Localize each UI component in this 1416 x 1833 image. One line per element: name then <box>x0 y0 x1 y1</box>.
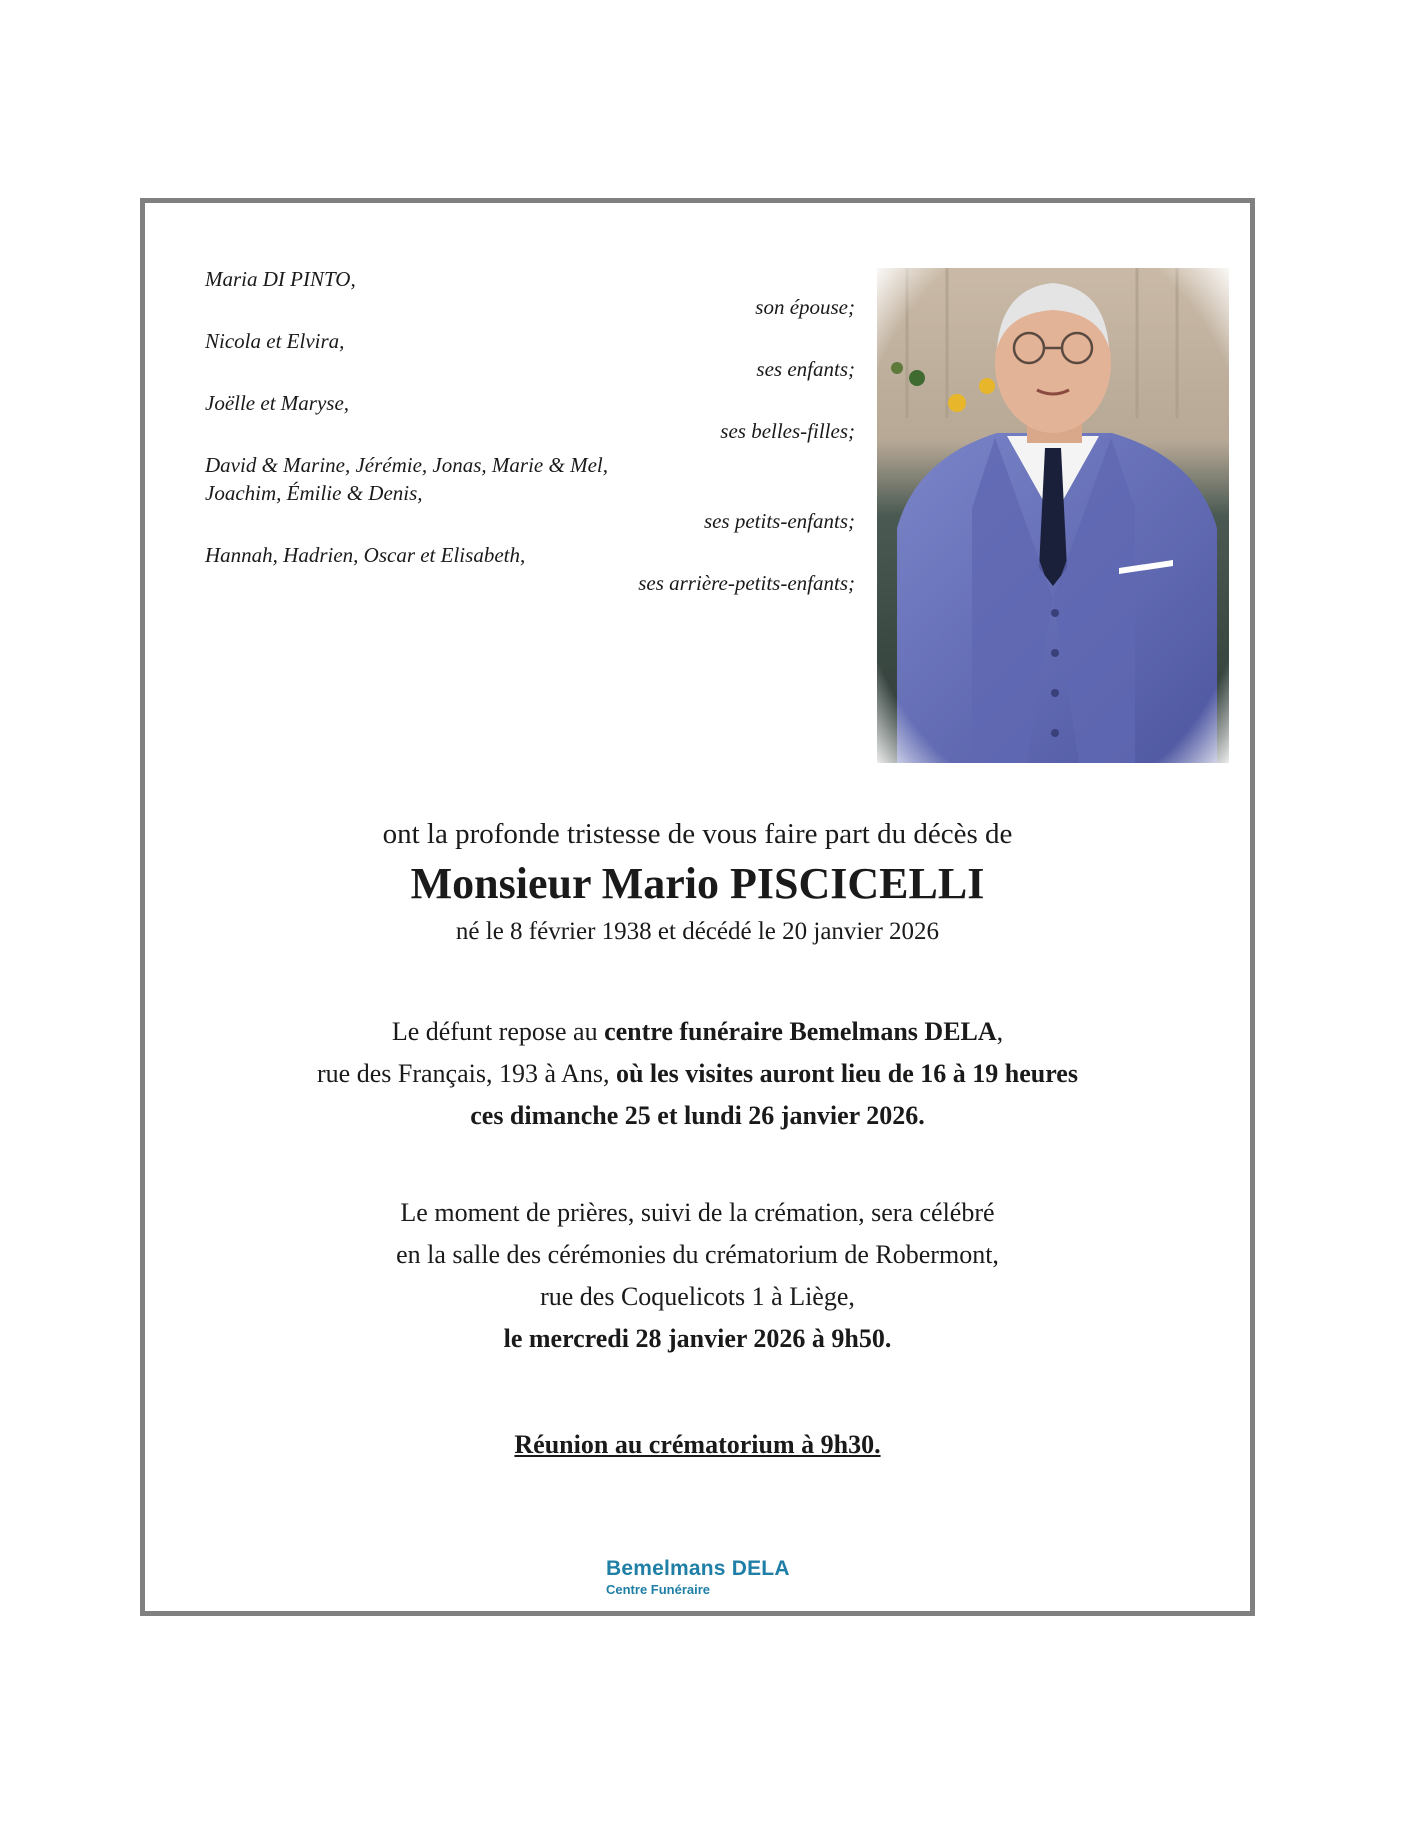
visit-address: rue des Français, 193 à Ans, <box>317 1059 616 1088</box>
portrait-photo-icon <box>877 268 1229 763</box>
family-relation: ses petits-enfants; <box>703 509 855 533</box>
family-list <box>205 265 855 597</box>
visit-paragraph <box>145 1011 1250 1137</box>
life-dates: né le 8 février 1938 et décédé le 20 janvier 2026 <box>455 918 940 945</box>
visit-line <box>145 1053 1250 1095</box>
funeral-home-logo <box>606 1557 790 1599</box>
logo-brand: Bemelmans DELA <box>606 1557 790 1580</box>
ceremony-date-text: le mercredi 28 janvier 2026 à 9h50. <box>503 1324 892 1353</box>
family-entry <box>205 389 855 445</box>
ceremony-line: rue des Coquelicots 1 à Liège, <box>540 1282 855 1311</box>
family-names: Joëlle et Maryse, <box>205 391 350 415</box>
deceased-name: Monsieur Mario PISCICELLI <box>410 859 985 908</box>
visit-line <box>145 1095 1250 1137</box>
family-names: David & Marine, Jérémie, Jonas, Marie & Mel, <box>205 453 608 477</box>
family-relation: ses arrière-petits-enfants; <box>638 571 855 595</box>
ceremony-line: Le moment de prières, suivi de la crémation, sera célébré <box>400 1198 995 1227</box>
family-names: Joachim, Émilie & Denis, <box>205 481 423 505</box>
visit-hours: où les visites auront lieu de 16 à 19 heures <box>615 1059 1078 1088</box>
ceremony-paragraph <box>145 1192 1250 1360</box>
portrait-photo <box>877 268 1229 763</box>
ceremony-date <box>145 1318 1250 1360</box>
family-entry <box>205 327 855 383</box>
family-entry <box>205 265 855 321</box>
family-names: Hannah, Hadrien, Oscar et Elisabeth, <box>205 543 526 567</box>
family-relation: son épouse; <box>755 295 855 319</box>
reunion-note: Réunion au crématorium à 9h30. <box>514 1430 881 1459</box>
family-relation: ses belles-filles; <box>720 419 855 443</box>
visit-text: , <box>996 1017 1004 1046</box>
visit-text: Le défunt repose au <box>391 1017 605 1046</box>
family-entry <box>205 541 855 597</box>
family-relation: ses enfants; <box>756 357 855 381</box>
family-names: Nicola et Elvira, <box>205 329 345 353</box>
family-names: Maria DI PINTO, <box>205 267 356 291</box>
visit-dates: ces dimanche 25 et lundi 26 janvier 2026. <box>470 1101 925 1130</box>
family-entry <box>205 451 855 535</box>
funeral-center-name: centre funéraire Bemelmans DELA <box>604 1017 997 1046</box>
visit-line <box>145 1011 1250 1053</box>
announcement-intro: ont la profonde tristesse de vous faire part du décès de <box>382 818 1013 850</box>
ceremony-line: en la salle des cérémonies du crématorium de Robermont, <box>396 1240 999 1269</box>
logo-subtitle: Centre Funéraire <box>606 1582 711 1597</box>
